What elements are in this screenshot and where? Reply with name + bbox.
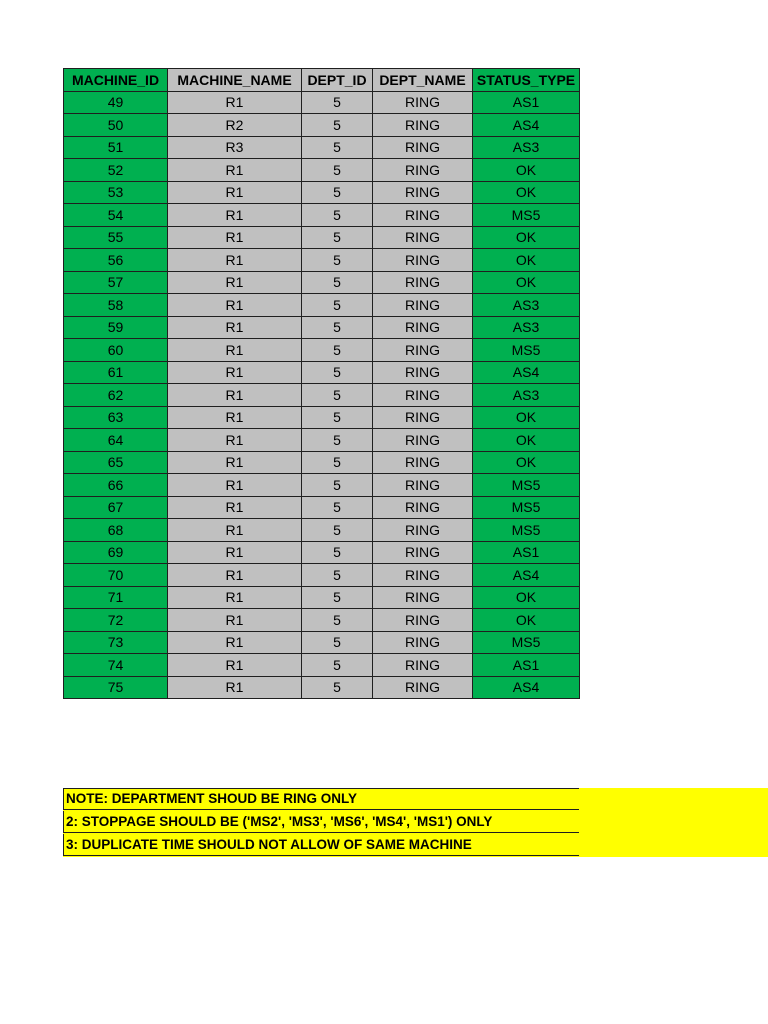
cell-machine-name[interactable]: R1 (168, 654, 302, 677)
cell-machine-name[interactable]: R1 (168, 609, 302, 632)
cell-status-type[interactable]: AS4 (473, 361, 580, 384)
table-row (64, 136, 580, 159)
cell-dept-id[interactable]: 5 (302, 609, 373, 632)
table-row (64, 496, 580, 519)
cell-machine-id[interactable]: 75 (64, 676, 168, 699)
table-row (64, 339, 580, 362)
cell-machine-name[interactable]: R1 (168, 271, 302, 294)
cell-status-type[interactable]: AS4 (473, 676, 580, 699)
table-row (64, 114, 580, 137)
cell-dept-id[interactable]: 5 (302, 474, 373, 497)
cell-dept-id[interactable]: 5 (302, 406, 373, 429)
cell-status-type[interactable]: AS1 (473, 91, 580, 114)
cell-machine-name[interactable]: R1 (168, 316, 302, 339)
cell-dept-id[interactable]: 5 (302, 586, 373, 609)
cell-dept-name[interactable]: RING (373, 586, 473, 609)
cell-dept-id[interactable]: 5 (302, 339, 373, 362)
cell-machine-id[interactable]: 62 (64, 384, 168, 407)
cell-machine-id[interactable]: 72 (64, 609, 168, 632)
cell-dept-name[interactable]: RING (373, 204, 473, 227)
cell-machine-id[interactable]: 73 (64, 631, 168, 654)
cell-dept-id[interactable]: 5 (302, 361, 373, 384)
header-machine-id[interactable]: MACHINE_ID (64, 69, 168, 92)
cell-machine-name[interactable]: R1 (168, 474, 302, 497)
cell-dept-name[interactable]: RING (373, 136, 473, 159)
cell-dept-name[interactable]: RING (373, 159, 473, 182)
cell-machine-id[interactable]: 68 (64, 519, 168, 542)
cell-status-type[interactable]: MS5 (473, 496, 580, 519)
table-row (64, 654, 580, 677)
cell-status-type[interactable]: OK (473, 159, 580, 182)
cell-machine-name[interactable]: R1 (168, 451, 302, 474)
cell-machine-name[interactable]: R1 (168, 159, 302, 182)
header-dept-id[interactable]: DEPT_ID (302, 69, 373, 92)
note-row-3[interactable]: 3: DUPLICATE TIME SHOULD NOT ALLOW OF SAME MACHINE (63, 834, 579, 856)
cell-machine-name[interactable]: R1 (168, 384, 302, 407)
cell-dept-id[interactable]: 5 (302, 654, 373, 677)
cell-status-type[interactable]: AS1 (473, 654, 580, 677)
cell-dept-name[interactable]: RING (373, 654, 473, 677)
cell-dept-name[interactable]: RING (373, 339, 473, 362)
cell-machine-id[interactable]: 56 (64, 249, 168, 272)
cell-machine-id[interactable]: 57 (64, 271, 168, 294)
cell-machine-id[interactable]: 50 (64, 114, 168, 137)
table-row (64, 91, 580, 114)
cell-machine-name[interactable]: R1 (168, 564, 302, 587)
cell-status-type[interactable]: MS5 (473, 474, 580, 497)
cell-dept-id[interactable]: 5 (302, 159, 373, 182)
cell-dept-name[interactable]: RING (373, 609, 473, 632)
cell-status-type[interactable]: AS3 (473, 136, 580, 159)
cell-dept-id[interactable]: 5 (302, 429, 373, 452)
cell-dept-name[interactable]: RING (373, 226, 473, 249)
cell-status-type[interactable]: OK (473, 429, 580, 452)
cell-machine-id[interactable]: 74 (64, 654, 168, 677)
note-row-2[interactable]: 2: STOPPAGE SHOULD BE ('MS2', 'MS3', 'MS6', 'MS4', 'MS1') ONLY (63, 811, 579, 833)
cell-dept-name[interactable]: RING (373, 384, 473, 407)
cell-dept-id[interactable]: 5 (302, 496, 373, 519)
cell-machine-id[interactable]: 52 (64, 159, 168, 182)
table-row (64, 519, 580, 542)
table-row (64, 586, 580, 609)
cell-status-type[interactable]: OK (473, 226, 580, 249)
cell-status-type[interactable]: MS5 (473, 519, 580, 542)
cell-status-type[interactable]: AS1 (473, 541, 580, 564)
cell-dept-name[interactable]: RING (373, 91, 473, 114)
cell-dept-id[interactable]: 5 (302, 114, 373, 137)
table-row (64, 451, 580, 474)
cell-machine-name[interactable]: R1 (168, 226, 302, 249)
cell-dept-name[interactable]: RING (373, 676, 473, 699)
table-row (64, 361, 580, 384)
table-row (64, 676, 580, 699)
cell-dept-id[interactable]: 5 (302, 631, 373, 654)
cell-dept-id[interactable]: 5 (302, 451, 373, 474)
cell-dept-name[interactable]: RING (373, 406, 473, 429)
cell-machine-id[interactable]: 61 (64, 361, 168, 384)
cell-status-type[interactable]: OK (473, 406, 580, 429)
cell-status-type[interactable]: AS3 (473, 294, 580, 317)
cell-dept-id[interactable]: 5 (302, 181, 373, 204)
cell-machine-id[interactable]: 70 (64, 564, 168, 587)
cell-dept-id[interactable]: 5 (302, 676, 373, 699)
cell-dept-id[interactable]: 5 (302, 226, 373, 249)
cell-dept-name[interactable]: RING (373, 271, 473, 294)
cell-dept-id[interactable]: 5 (302, 564, 373, 587)
table-row (64, 181, 580, 204)
cell-dept-name[interactable]: RING (373, 474, 473, 497)
table-row (64, 294, 580, 317)
table-row (64, 249, 580, 272)
cell-machine-name[interactable]: R1 (168, 181, 302, 204)
cell-status-type[interactable]: MS5 (473, 631, 580, 654)
cell-dept-id[interactable]: 5 (302, 204, 373, 227)
cell-dept-name[interactable]: RING (373, 114, 473, 137)
cell-machine-name[interactable]: R1 (168, 631, 302, 654)
cell-machine-name[interactable]: R1 (168, 361, 302, 384)
cell-dept-id[interactable]: 5 (302, 294, 373, 317)
cell-dept-id[interactable]: 5 (302, 249, 373, 272)
cell-dept-name[interactable]: RING (373, 429, 473, 452)
cell-machine-name[interactable]: R1 (168, 204, 302, 227)
cell-dept-id[interactable]: 5 (302, 384, 373, 407)
table-row (64, 541, 580, 564)
table-row (64, 631, 580, 654)
cell-status-type[interactable]: OK (473, 271, 580, 294)
cell-dept-id[interactable]: 5 (302, 91, 373, 114)
cell-machine-name[interactable]: R2 (168, 114, 302, 137)
cell-status-type[interactable]: AS3 (473, 384, 580, 407)
cell-dept-name[interactable]: RING (373, 316, 473, 339)
cell-dept-id[interactable]: 5 (302, 541, 373, 564)
cell-machine-id[interactable]: 63 (64, 406, 168, 429)
table-header-row (64, 69, 580, 92)
cell-dept-name[interactable]: RING (373, 496, 473, 519)
cell-machine-name[interactable]: R1 (168, 676, 302, 699)
cell-machine-id[interactable]: 58 (64, 294, 168, 317)
cell-machine-id[interactable]: 66 (64, 474, 168, 497)
table-row (64, 384, 580, 407)
table-row (64, 226, 580, 249)
cell-machine-name[interactable]: R1 (168, 496, 302, 519)
cell-machine-id[interactable]: 65 (64, 451, 168, 474)
cell-dept-name[interactable]: RING (373, 541, 473, 564)
cell-machine-id[interactable]: 53 (64, 181, 168, 204)
cell-dept-name[interactable]: RING (373, 564, 473, 587)
cell-machine-name[interactable]: R1 (168, 339, 302, 362)
cell-machine-id[interactable]: 64 (64, 429, 168, 452)
cell-dept-name[interactable]: RING (373, 249, 473, 272)
cell-machine-name[interactable]: R1 (168, 541, 302, 564)
cell-machine-id[interactable]: 69 (64, 541, 168, 564)
cell-status-type[interactable]: MS5 (473, 204, 580, 227)
table-row (64, 316, 580, 339)
cell-machine-id[interactable]: 54 (64, 204, 168, 227)
cell-dept-id[interactable]: 5 (302, 316, 373, 339)
table-body (64, 91, 580, 699)
cell-machine-id[interactable]: 71 (64, 586, 168, 609)
cell-machine-name[interactable]: R3 (168, 136, 302, 159)
cell-status-type[interactable]: MS5 (473, 339, 580, 362)
machine-status-table (63, 68, 580, 699)
cell-machine-id[interactable]: 55 (64, 226, 168, 249)
cell-machine-name[interactable]: R1 (168, 519, 302, 542)
cell-dept-name[interactable]: RING (373, 519, 473, 542)
cell-machine-name[interactable]: R1 (168, 406, 302, 429)
cell-status-type[interactable]: AS4 (473, 114, 580, 137)
table-row (64, 474, 580, 497)
table-row (64, 271, 580, 294)
cell-status-type[interactable]: OK (473, 586, 580, 609)
cell-machine-id[interactable]: 51 (64, 136, 168, 159)
cell-machine-id[interactable]: 59 (64, 316, 168, 339)
cell-status-type[interactable]: OK (473, 181, 580, 204)
cell-dept-id[interactable]: 5 (302, 136, 373, 159)
table-row (64, 406, 580, 429)
table-row (64, 429, 580, 452)
cell-dept-name[interactable]: RING (373, 451, 473, 474)
header-machine-name[interactable]: MACHINE_NAME (168, 69, 302, 92)
cell-machine-id[interactable]: 49 (64, 91, 168, 114)
table-row (64, 564, 580, 587)
note-row-1[interactable]: NOTE: DEPARTMENT SHOUD BE RING ONLY (63, 788, 579, 810)
cell-status-type[interactable]: OK (473, 609, 580, 632)
cell-dept-id[interactable]: 5 (302, 519, 373, 542)
cell-machine-name[interactable]: R1 (168, 429, 302, 452)
cell-status-type[interactable]: OK (473, 451, 580, 474)
cell-dept-name[interactable]: RING (373, 181, 473, 204)
cell-machine-name[interactable]: R1 (168, 294, 302, 317)
cell-dept-name[interactable]: RING (373, 361, 473, 384)
cell-status-type[interactable]: AS4 (473, 564, 580, 587)
cell-status-type[interactable]: OK (473, 249, 580, 272)
table-row (64, 204, 580, 227)
table-row (64, 609, 580, 632)
cell-dept-id[interactable]: 5 (302, 271, 373, 294)
header-status-type[interactable]: STATUS_TYPE (473, 69, 580, 92)
header-dept-name[interactable]: DEPT_NAME (373, 69, 473, 92)
cell-machine-name[interactable]: R1 (168, 586, 302, 609)
cell-dept-name[interactable]: RING (373, 631, 473, 654)
cell-machine-id[interactable]: 60 (64, 339, 168, 362)
table-row (64, 159, 580, 182)
cell-machine-name[interactable]: R1 (168, 91, 302, 114)
cell-dept-name[interactable]: RING (373, 294, 473, 317)
cell-machine-id[interactable]: 67 (64, 496, 168, 519)
cell-machine-name[interactable]: R1 (168, 249, 302, 272)
cell-status-type[interactable]: AS3 (473, 316, 580, 339)
